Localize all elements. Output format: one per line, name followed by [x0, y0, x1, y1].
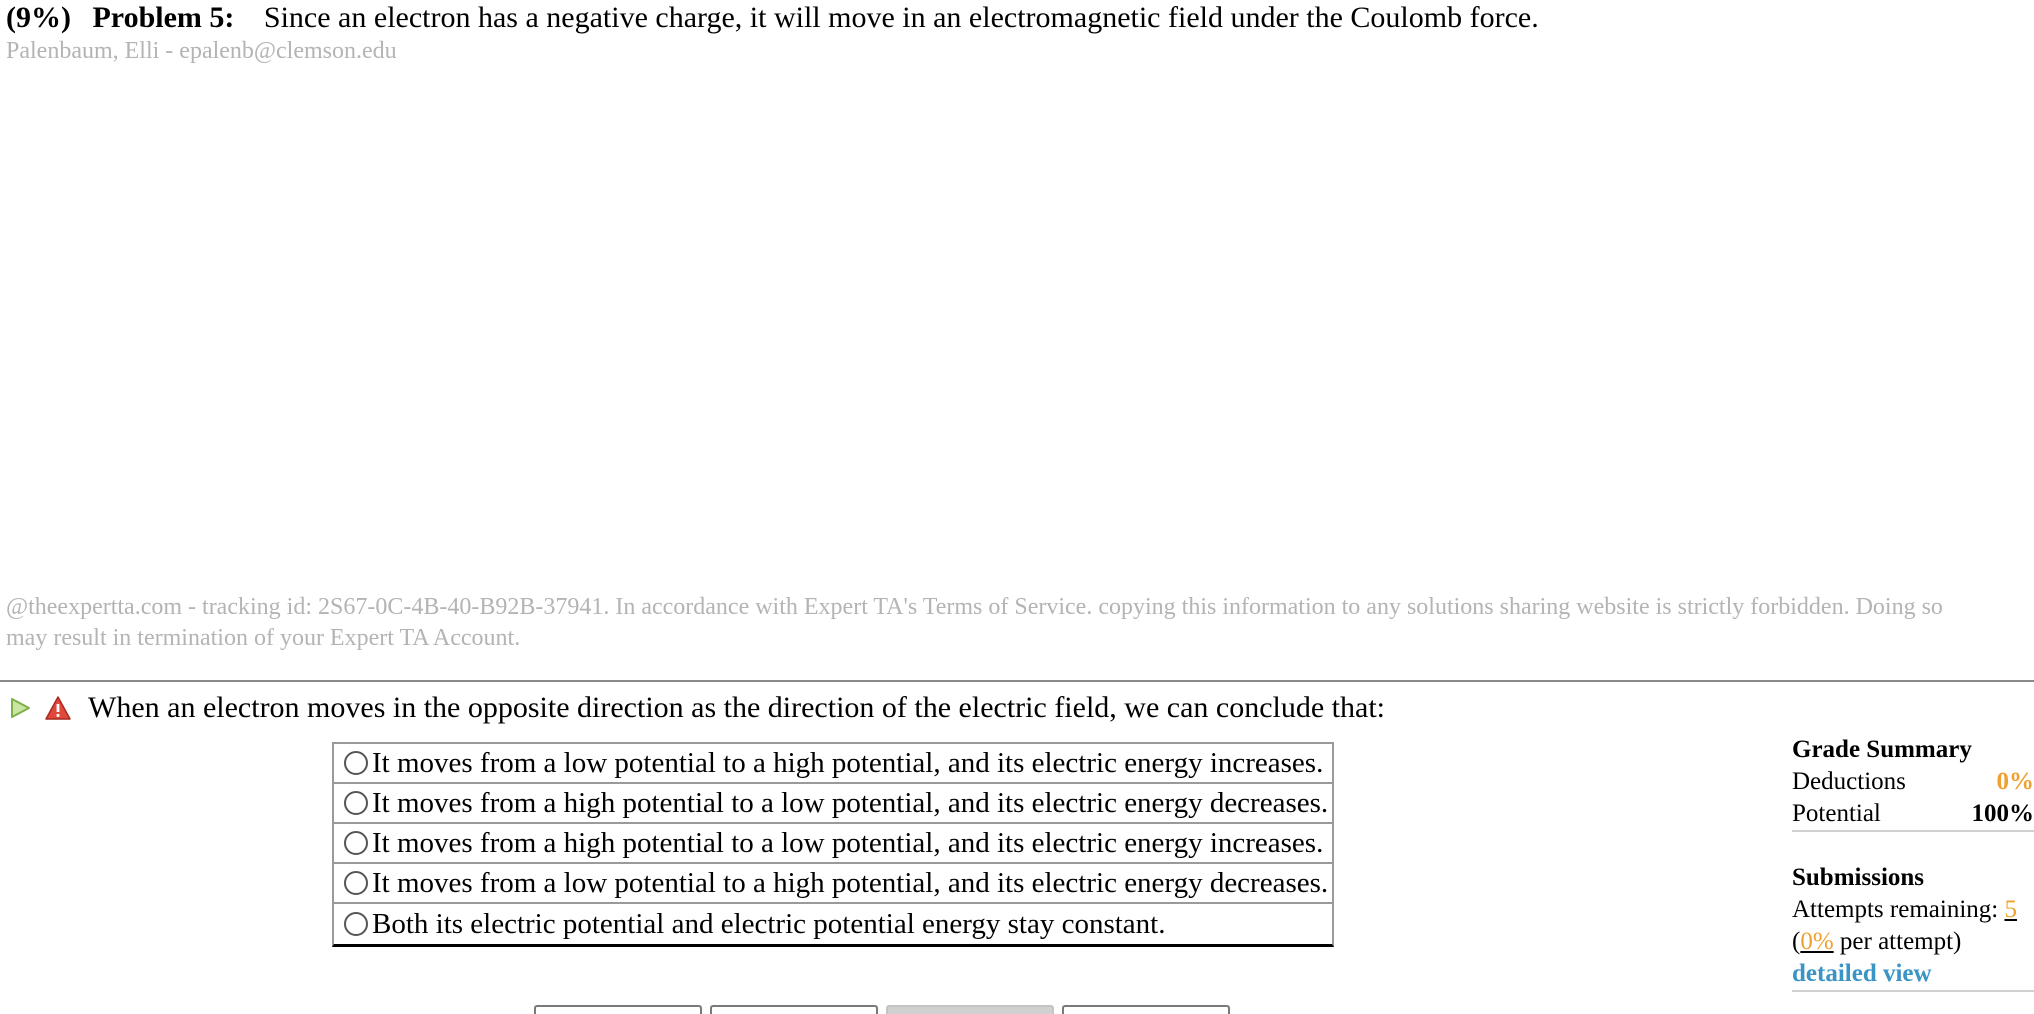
radio-button[interactable]	[344, 871, 368, 895]
submissions-title: Submissions	[1792, 864, 1925, 891]
detailed-view-link[interactable]: detailed view	[1792, 960, 1932, 987]
attempts-label: Attempts remaining:	[1792, 896, 1999, 923]
problem-number: Problem 5:	[92, 1, 235, 34]
option-label: It moves from a low potential to a high potential, and its electric energy decreases.	[372, 866, 1329, 899]
expand-arrow-icon[interactable]	[8, 696, 32, 720]
problem-header	[6, 0, 1539, 36]
deductions-label: Deductions	[1792, 768, 1906, 795]
radio-button[interactable]	[344, 831, 368, 855]
warning-icon	[44, 695, 72, 721]
action-button-2[interactable]	[710, 1005, 878, 1014]
action-button-3[interactable]	[886, 1005, 1054, 1014]
deductions-row	[1792, 766, 2034, 798]
option-label: Both its electric potential and electric potential energy stay constant.	[372, 907, 1166, 940]
answer-option[interactable]	[334, 744, 1332, 784]
answer-option[interactable]	[334, 864, 1332, 904]
question-text: When an electron moves in the opposite direction as the direction of the electric field, we can conclude that:	[88, 691, 1386, 724]
divider	[0, 680, 2034, 682]
potential-value: 100%	[1971, 800, 2034, 827]
submissions-section	[1792, 862, 2034, 992]
radio-button[interactable]	[344, 912, 368, 936]
attempts-value: 5	[2004, 896, 2017, 923]
radio-button[interactable]	[344, 791, 368, 815]
grade-summary-title: Grade Summary	[1792, 736, 1972, 763]
per-attempt-text: per attempt)	[1839, 928, 1962, 955]
student-info: Palenbaum, Elli - epalenb@clemson.edu	[6, 38, 397, 64]
copyright-notice: @theexpertta.com - tracking id: 2S67-0C-4B-40-B92B-37941. In accordance with Expert TA's Terms of Service. copying this information to any solutions sharing website is strictly forbidden. Doing so may result in termination of your Expert TA Account.	[6, 594, 1943, 651]
detailed-view-row	[1792, 958, 2034, 992]
grade-summary-panel	[1792, 734, 2034, 992]
deductions-value: 0%	[1996, 768, 2034, 795]
per-attempt-value: 0%	[1800, 928, 1834, 955]
problem-weight: (9%)	[6, 1, 71, 34]
attempts-remaining	[1792, 894, 2034, 926]
potential-row	[1792, 798, 2034, 832]
potential-label: Potential	[1792, 800, 1881, 827]
action-button-4[interactable]	[1062, 1005, 1230, 1014]
per-attempt-open: (	[1792, 928, 1801, 955]
answer-option[interactable]	[334, 784, 1332, 824]
answer-options	[332, 742, 1334, 947]
answer-option[interactable]	[334, 904, 1332, 944]
action-button-1[interactable]	[534, 1005, 702, 1014]
question-row	[8, 690, 1385, 726]
option-label: It moves from a low potential to a high potential, and its electric energy increases.	[372, 746, 1324, 779]
problem-statement: Since an electron has a negative charge, it will move in an electromagnetic field under the Coulomb force.	[263, 1, 1539, 34]
answer-option[interactable]	[334, 824, 1332, 864]
option-label: It moves from a high potential to a low potential, and its electric energy increases.	[372, 826, 1324, 859]
option-label: It moves from a high potential to a low potential, and its electric energy decreases.	[372, 786, 1329, 819]
radio-button[interactable]	[344, 751, 368, 775]
per-attempt-row	[1792, 926, 2034, 958]
